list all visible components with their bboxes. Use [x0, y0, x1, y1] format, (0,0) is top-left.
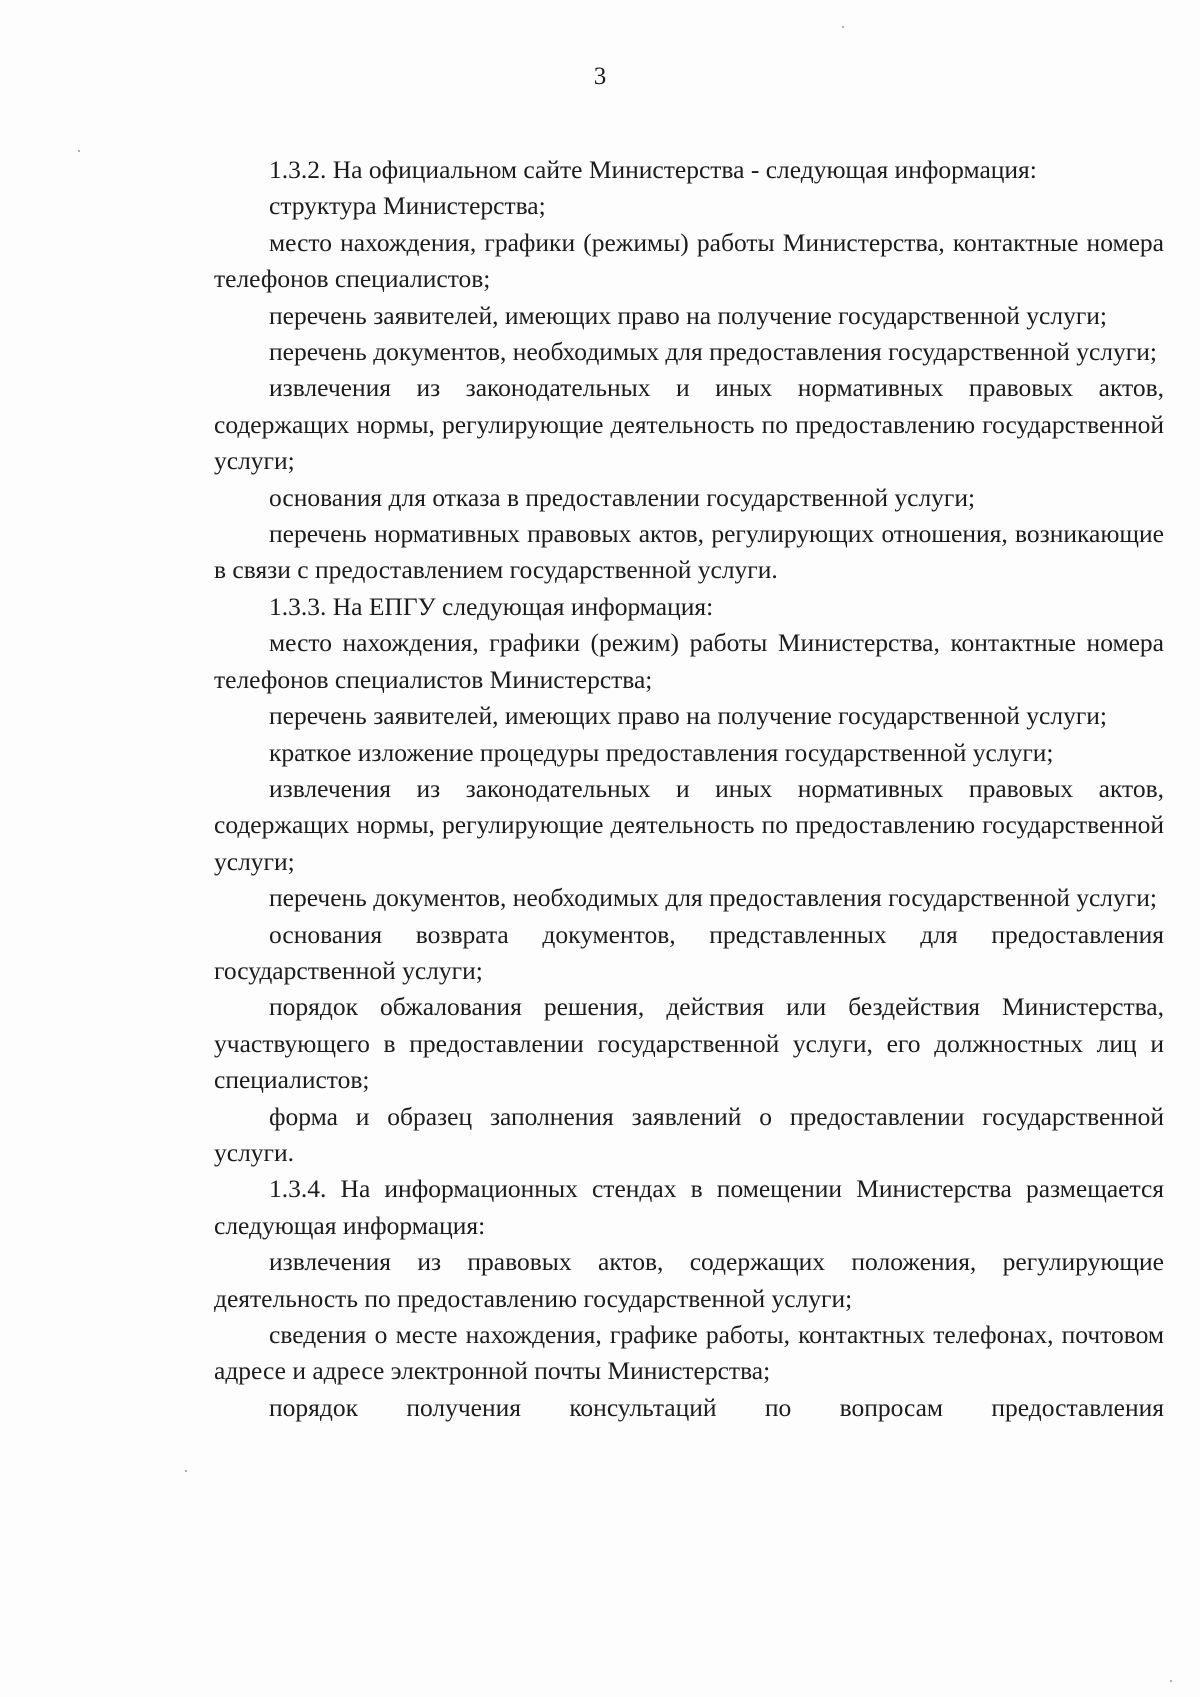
- scan-speck: [1170, 1680, 1172, 1682]
- paragraph: основания для отказа в предоставлении государственной услуги;: [269, 482, 976, 512]
- paragraph: 1.3.2. На официальном сайте Министерства - следующая информация:: [269, 155, 1037, 184]
- paragraph: перечень документов, необходимых для предоставления государственной услуги;: [269, 337, 1157, 367]
- paragraph: основания возврата документов, представленных для предоставления государственной услуги;: [214, 919, 1164, 985]
- paragraph: 1.3.4. На информационных стендах в помещении Министерства размещается следующая информация:: [214, 1174, 1164, 1240]
- paragraph: структура Министерства;: [269, 191, 546, 221]
- paragraph: 1.3.3. На ЕПГУ следующая информация:: [269, 591, 714, 621]
- page-number: 3: [593, 63, 607, 90]
- paragraph: сведения о месте нахождения, графике работы, контактных телефонах, почтовом адресе и адресе электронной почты Министерства;: [214, 1320, 1164, 1386]
- scan-speck: [185, 1470, 187, 1472]
- paragraph: перечень документов, необходимых для предоставления государственной услуги;: [269, 883, 1157, 913]
- paragraph: извлечения из законодательных и иных нормативных правовых актов, содержащих нормы, регулирующие деятельность по предоставлению государственной услуги;: [214, 373, 1164, 476]
- paragraph: порядок обжалования решения, действия или бездействия Министерства, участвующего в предоставлении государственной услуги, его должностных лиц и специалистов;: [214, 992, 1164, 1095]
- paragraph: место нахождения, графики (режим) работы Министерства, контактные номера телефонов специалистов Министерства;: [214, 628, 1164, 694]
- paragraph: перечень нормативных правовых актов, регулирующих отношения, возникающие в связи с предоставлением государственной услуги.: [214, 519, 1164, 585]
- paragraph: извлечения из законодательных и иных нормативных правовых актов, содержащих нормы, регулирующие деятельность по предоставлению государственной услуги;: [214, 773, 1164, 876]
- paragraph: перечень заявителей, имеющих право на получение государственной услуги;: [269, 701, 1108, 731]
- paragraph: место нахождения, графики (режимы) работы Министерства, контактные номера телефонов специалистов;: [214, 227, 1164, 294]
- paragraph: краткое изложение процедуры предоставления государственной услуги;: [269, 737, 1054, 767]
- paragraph: форма и образец заполнения заявлений о предоставлении государственной услуги.: [214, 1101, 1164, 1167]
- paragraph: порядок получения консультаций по вопросам предоставления: [269, 1392, 1164, 1422]
- scan-speck: [842, 26, 844, 28]
- document-body: [214, 152, 1164, 1426]
- paragraph: извлечения из правовых актов, содержащих положения, регулирующие деятельность по предоставлению государственной услуги;: [214, 1247, 1164, 1313]
- scan-speck: [78, 150, 80, 152]
- paragraph: перечень заявителей, имеющих право на получение государственной услуги;: [269, 300, 1108, 330]
